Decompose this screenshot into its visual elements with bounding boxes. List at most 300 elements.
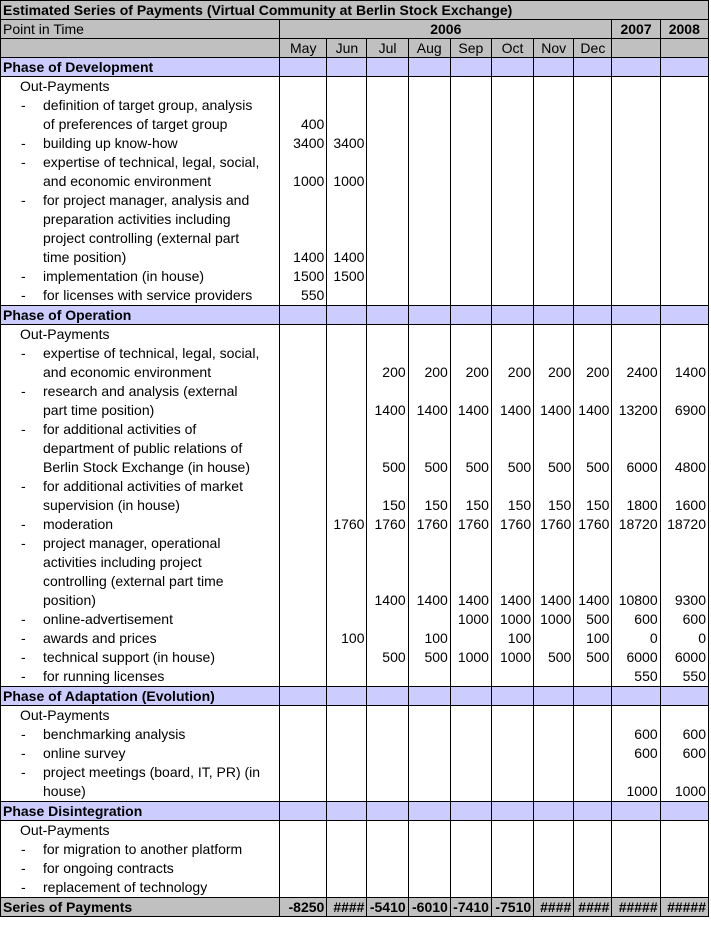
table-row [1,153,709,191]
phase-cell [534,306,574,325]
value-cell: 100 [574,629,612,648]
value-cell [367,878,408,898]
item-line [1,172,279,191]
value-cell [408,191,450,267]
item-line [1,763,279,782]
value-cell [367,667,408,687]
empty-cell [408,706,450,726]
value-cell [491,744,533,763]
value-cell [660,286,708,306]
item-text: definition of target group, analysis [43,97,253,113]
empty-cell [408,821,450,841]
value-cell: 9300 [660,534,708,610]
empty-cell [491,325,533,345]
value-cell [367,763,408,802]
item-dash: - [21,535,26,551]
total-value: ##### [612,898,660,917]
phase-cell [408,802,450,821]
item-label-cell [1,629,280,648]
item-text: implementation (in house) [43,268,205,284]
value-cell [408,763,450,802]
value-cell: 1400 [367,534,408,610]
item-text: of preferences of target group [43,116,228,132]
item-text: and economic environment [43,364,212,380]
value-cell [612,840,660,859]
value-cell [660,134,708,153]
item-dash: - [21,726,26,742]
value-cell: 1760 [367,515,408,534]
item-text: department of public relations of [43,440,243,456]
value-cell [534,134,574,153]
value-cell [612,191,660,267]
phase-row [1,802,709,821]
item-line [1,344,279,363]
value-cell: 1400 [327,191,367,267]
value-cell: 0 [660,629,708,648]
item-text: for ongoing contracts [43,860,174,876]
item-text: Berlin Stock Exchange (in house) [43,459,250,475]
value-cell: 1400 [408,382,450,420]
item-dash: - [21,649,26,665]
value-cell: 1760 [574,515,612,534]
value-cell: 500 [574,420,612,477]
item-text: benchmarking analysis [43,726,186,742]
item-dash [1,363,43,382]
item-text: awards and prices [43,630,157,646]
item-text: building up know-how [43,135,178,151]
value-cell [450,725,491,744]
value-cell: 600 [660,610,708,629]
value-cell [612,878,660,898]
empty-cell [280,325,327,345]
value-cell [327,763,367,802]
value-cell: 1760 [408,515,450,534]
item-line [1,153,279,172]
empty-cell [450,706,491,726]
value-cell: 1400 [450,534,491,610]
value-cell [491,191,533,267]
item-text: technical support (in house) [43,649,215,665]
phase-cell [491,687,533,706]
title-row [1,1,709,20]
phase-cell [450,687,491,706]
item-label-cell [1,667,280,687]
phase-title: Phase of Adaptation (Evolution) [1,687,280,706]
value-cell: 13200 [612,382,660,420]
item-line [1,96,279,115]
value-cell [491,763,533,802]
item-line [1,782,279,801]
value-cell: 1000 [280,153,327,191]
item-dash: - [21,268,26,284]
value-cell [367,191,408,267]
empty-cell [280,77,327,97]
item-line [1,401,279,420]
value-cell: 10800 [612,534,660,610]
item-text: and economic environment [43,173,212,189]
value-cell [280,610,327,629]
item-line [1,191,279,210]
empty-cell [491,821,533,841]
value-cell [612,859,660,878]
table-row [1,725,709,744]
value-cell [327,648,367,667]
value-cell [450,744,491,763]
item-dash: - [21,192,26,208]
item-text: activities including project [43,554,202,570]
item-label-cell [1,859,280,878]
value-cell [660,191,708,267]
item-dash: - [21,154,26,170]
item-text: position) [43,592,96,608]
value-cell [280,840,327,859]
value-cell [574,763,612,802]
year-row [1,20,709,39]
value-cell [491,286,533,306]
value-cell: 1000 [327,153,367,191]
empty-cell [574,706,612,726]
value-cell: 500 [450,420,491,477]
value-cell [327,725,367,744]
total-value: -7410 [450,898,491,917]
value-cell: 1000 [612,763,660,802]
phase-cell [327,58,367,77]
phase-cell [408,306,450,325]
table-row [1,344,709,382]
item-line [1,363,279,382]
item-text: part time position) [43,402,155,418]
value-cell [612,96,660,134]
empty-cell [574,77,612,97]
value-cell [367,610,408,629]
value-cell [534,840,574,859]
item-line [1,534,279,553]
value-cell [408,725,450,744]
item-line [1,439,279,458]
table-row [1,267,709,286]
value-cell: 6000 [660,648,708,667]
value-cell: 1400 [534,382,574,420]
total-value: -5410 [367,898,408,917]
item-text: time position) [43,249,127,265]
value-cell [367,134,408,153]
table-row [1,629,709,648]
table-row [1,534,709,610]
table-row [1,744,709,763]
total-value: #### [327,898,367,917]
item-text: expertise of technical, legal, social, [43,345,260,361]
value-cell: 600 [660,725,708,744]
value-cell [574,859,612,878]
value-cell: 1400 [534,534,574,610]
empty-cell [367,706,408,726]
value-cell: 150 [574,477,612,515]
value-cell: 600 [612,744,660,763]
value-cell [612,134,660,153]
value-cell [534,725,574,744]
empty-cell [660,706,708,726]
item-dash [1,401,43,420]
item-text: expertise of technical, legal, social, [43,154,260,170]
item-text: controlling (external part time [43,573,224,589]
value-cell [534,286,574,306]
value-cell [327,420,367,477]
item-text: for licenses with service providers [43,287,253,303]
year-2006: 2006 [280,20,612,39]
value-cell [408,610,450,629]
phase-cell [574,802,612,821]
item-line [1,648,279,667]
table-row [1,477,709,515]
empty-cell [534,706,574,726]
value-cell [280,420,327,477]
phase-title: Phase of Development [1,58,280,77]
value-cell: 1000 [450,648,491,667]
value-cell [367,840,408,859]
empty-cell [327,821,367,841]
table-title: Estimated Series of Payments (Virtual Community at Berlin Stock Exchange) [1,1,709,20]
phase-cell [408,58,450,77]
out-payments-row [1,821,709,841]
year-2008: 2008 [660,20,708,39]
item-label-cell [1,153,280,191]
phase-cell [612,687,660,706]
phase-cell [367,306,408,325]
value-cell: 550 [280,286,327,306]
value-cell [408,96,450,134]
empty-cell [534,821,574,841]
table-row [1,840,709,859]
item-label-cell [1,344,280,382]
item-label-cell [1,477,280,515]
value-cell: 200 [491,344,533,382]
table-row [1,878,709,898]
item-line [1,553,279,572]
item-label-cell [1,515,280,534]
value-cell [408,859,450,878]
value-cell: 2400 [612,344,660,382]
empty-cell [280,706,327,726]
value-cell [280,744,327,763]
value-cell [280,725,327,744]
phase-cell [280,58,327,77]
value-cell [408,286,450,306]
item-label-cell [1,420,280,477]
value-cell [327,667,367,687]
phase-cell [574,58,612,77]
value-cell: 550 [660,667,708,687]
value-cell [408,667,450,687]
value-cell: 1760 [327,515,367,534]
value-cell [491,267,533,286]
value-cell [574,667,612,687]
value-cell: 1400 [450,382,491,420]
value-cell [280,648,327,667]
item-text: supervision (in house) [43,497,180,513]
value-cell [574,725,612,744]
value-cell: 1760 [491,515,533,534]
phase-cell [280,306,327,325]
value-cell [327,840,367,859]
value-cell [280,859,327,878]
value-cell: 1400 [574,382,612,420]
value-cell [450,134,491,153]
value-cell [612,267,660,286]
value-cell [367,859,408,878]
phase-cell [534,687,574,706]
value-cell [408,878,450,898]
value-cell [327,344,367,382]
value-cell: 1400 [408,534,450,610]
value-cell: 3400 [280,134,327,153]
value-cell [534,191,574,267]
phase-cell [660,687,708,706]
value-cell [574,840,612,859]
value-cell [408,267,450,286]
phase-cell [367,687,408,706]
value-cell: 150 [367,477,408,515]
empty-cell [534,325,574,345]
empty-cell [491,706,533,726]
value-cell [327,382,367,420]
value-cell [280,629,327,648]
value-cell: 1400 [367,382,408,420]
phase-cell [408,687,450,706]
item-text: for additional activities of market [43,478,243,494]
out-payments-cell [1,325,280,345]
out-payments-label: Out-Payments [20,326,110,342]
month-row [1,39,709,58]
table-row [1,667,709,687]
value-cell [491,96,533,134]
item-dash [1,782,43,801]
month-header-empty [660,39,708,58]
value-cell: 500 [534,420,574,477]
month-header-empty [612,39,660,58]
out-payments-label: Out-Payments [20,707,110,723]
value-cell [660,878,708,898]
value-cell [450,878,491,898]
empty-cell [660,77,708,97]
value-cell [534,859,574,878]
value-cell [280,534,327,610]
item-line [1,610,279,629]
item-dash: - [21,135,26,151]
item-dash: - [21,383,26,399]
empty-cell [612,325,660,345]
item-dash: - [21,516,26,532]
item-line [1,248,279,267]
empty-cell [450,77,491,97]
item-label-cell [1,286,280,306]
value-cell: 1800 [612,477,660,515]
value-cell: 1600 [660,477,708,515]
point-in-time-label: Point in Time [1,20,280,39]
item-line [1,210,279,229]
item-line [1,382,279,401]
month-header: Jun [327,39,367,58]
item-dash [1,229,43,248]
value-cell: 150 [450,477,491,515]
empty-cell [408,325,450,345]
value-cell [450,286,491,306]
month-header: Dec [574,39,612,58]
empty-cell [408,77,450,97]
value-cell [534,878,574,898]
phase-cell [327,306,367,325]
item-dash [1,553,43,572]
value-cell [280,382,327,420]
item-line [1,286,279,305]
item-label-cell [1,534,280,610]
value-cell: 150 [408,477,450,515]
phase-title: Phase of Operation [1,306,280,325]
out-payments-row [1,77,709,97]
value-cell: 1000 [660,763,708,802]
value-cell [491,840,533,859]
item-dash: - [21,841,26,857]
item-line [1,667,279,686]
value-cell [367,725,408,744]
value-cell: 18720 [660,515,708,534]
value-cell [450,859,491,878]
month-row-spacer [1,39,280,58]
value-cell [574,878,612,898]
phase-row [1,58,709,77]
phase-cell [660,802,708,821]
value-cell [408,153,450,191]
item-line [1,420,279,439]
item-line [1,572,279,591]
item-line [1,744,279,763]
value-cell [327,477,367,515]
empty-cell [534,77,574,97]
month-header: Oct [491,39,533,58]
value-cell [450,153,491,191]
item-label-cell [1,878,280,898]
total-label: Series of Payments [1,898,280,917]
value-cell [574,267,612,286]
item-dash: - [21,630,26,646]
item-dash [1,248,43,267]
value-cell [280,878,327,898]
value-cell [280,477,327,515]
phase-cell [367,802,408,821]
table-row [1,420,709,477]
item-line [1,840,279,859]
value-cell [450,840,491,859]
value-cell [660,153,708,191]
value-cell: 1400 [491,382,533,420]
value-cell [491,859,533,878]
empty-cell [574,821,612,841]
value-cell: 200 [450,344,491,382]
value-cell: 1400 [660,344,708,382]
value-cell: 500 [408,648,450,667]
value-cell: 18720 [612,515,660,534]
value-cell [660,267,708,286]
item-label-cell [1,840,280,859]
year-2007: 2007 [612,20,660,39]
empty-cell [612,77,660,97]
value-cell [491,667,533,687]
item-dash: - [21,860,26,876]
phase-cell [660,58,708,77]
item-text: research and analysis (external [43,383,238,399]
value-cell: 1760 [534,515,574,534]
item-dash: - [21,478,26,494]
value-cell: 1760 [450,515,491,534]
